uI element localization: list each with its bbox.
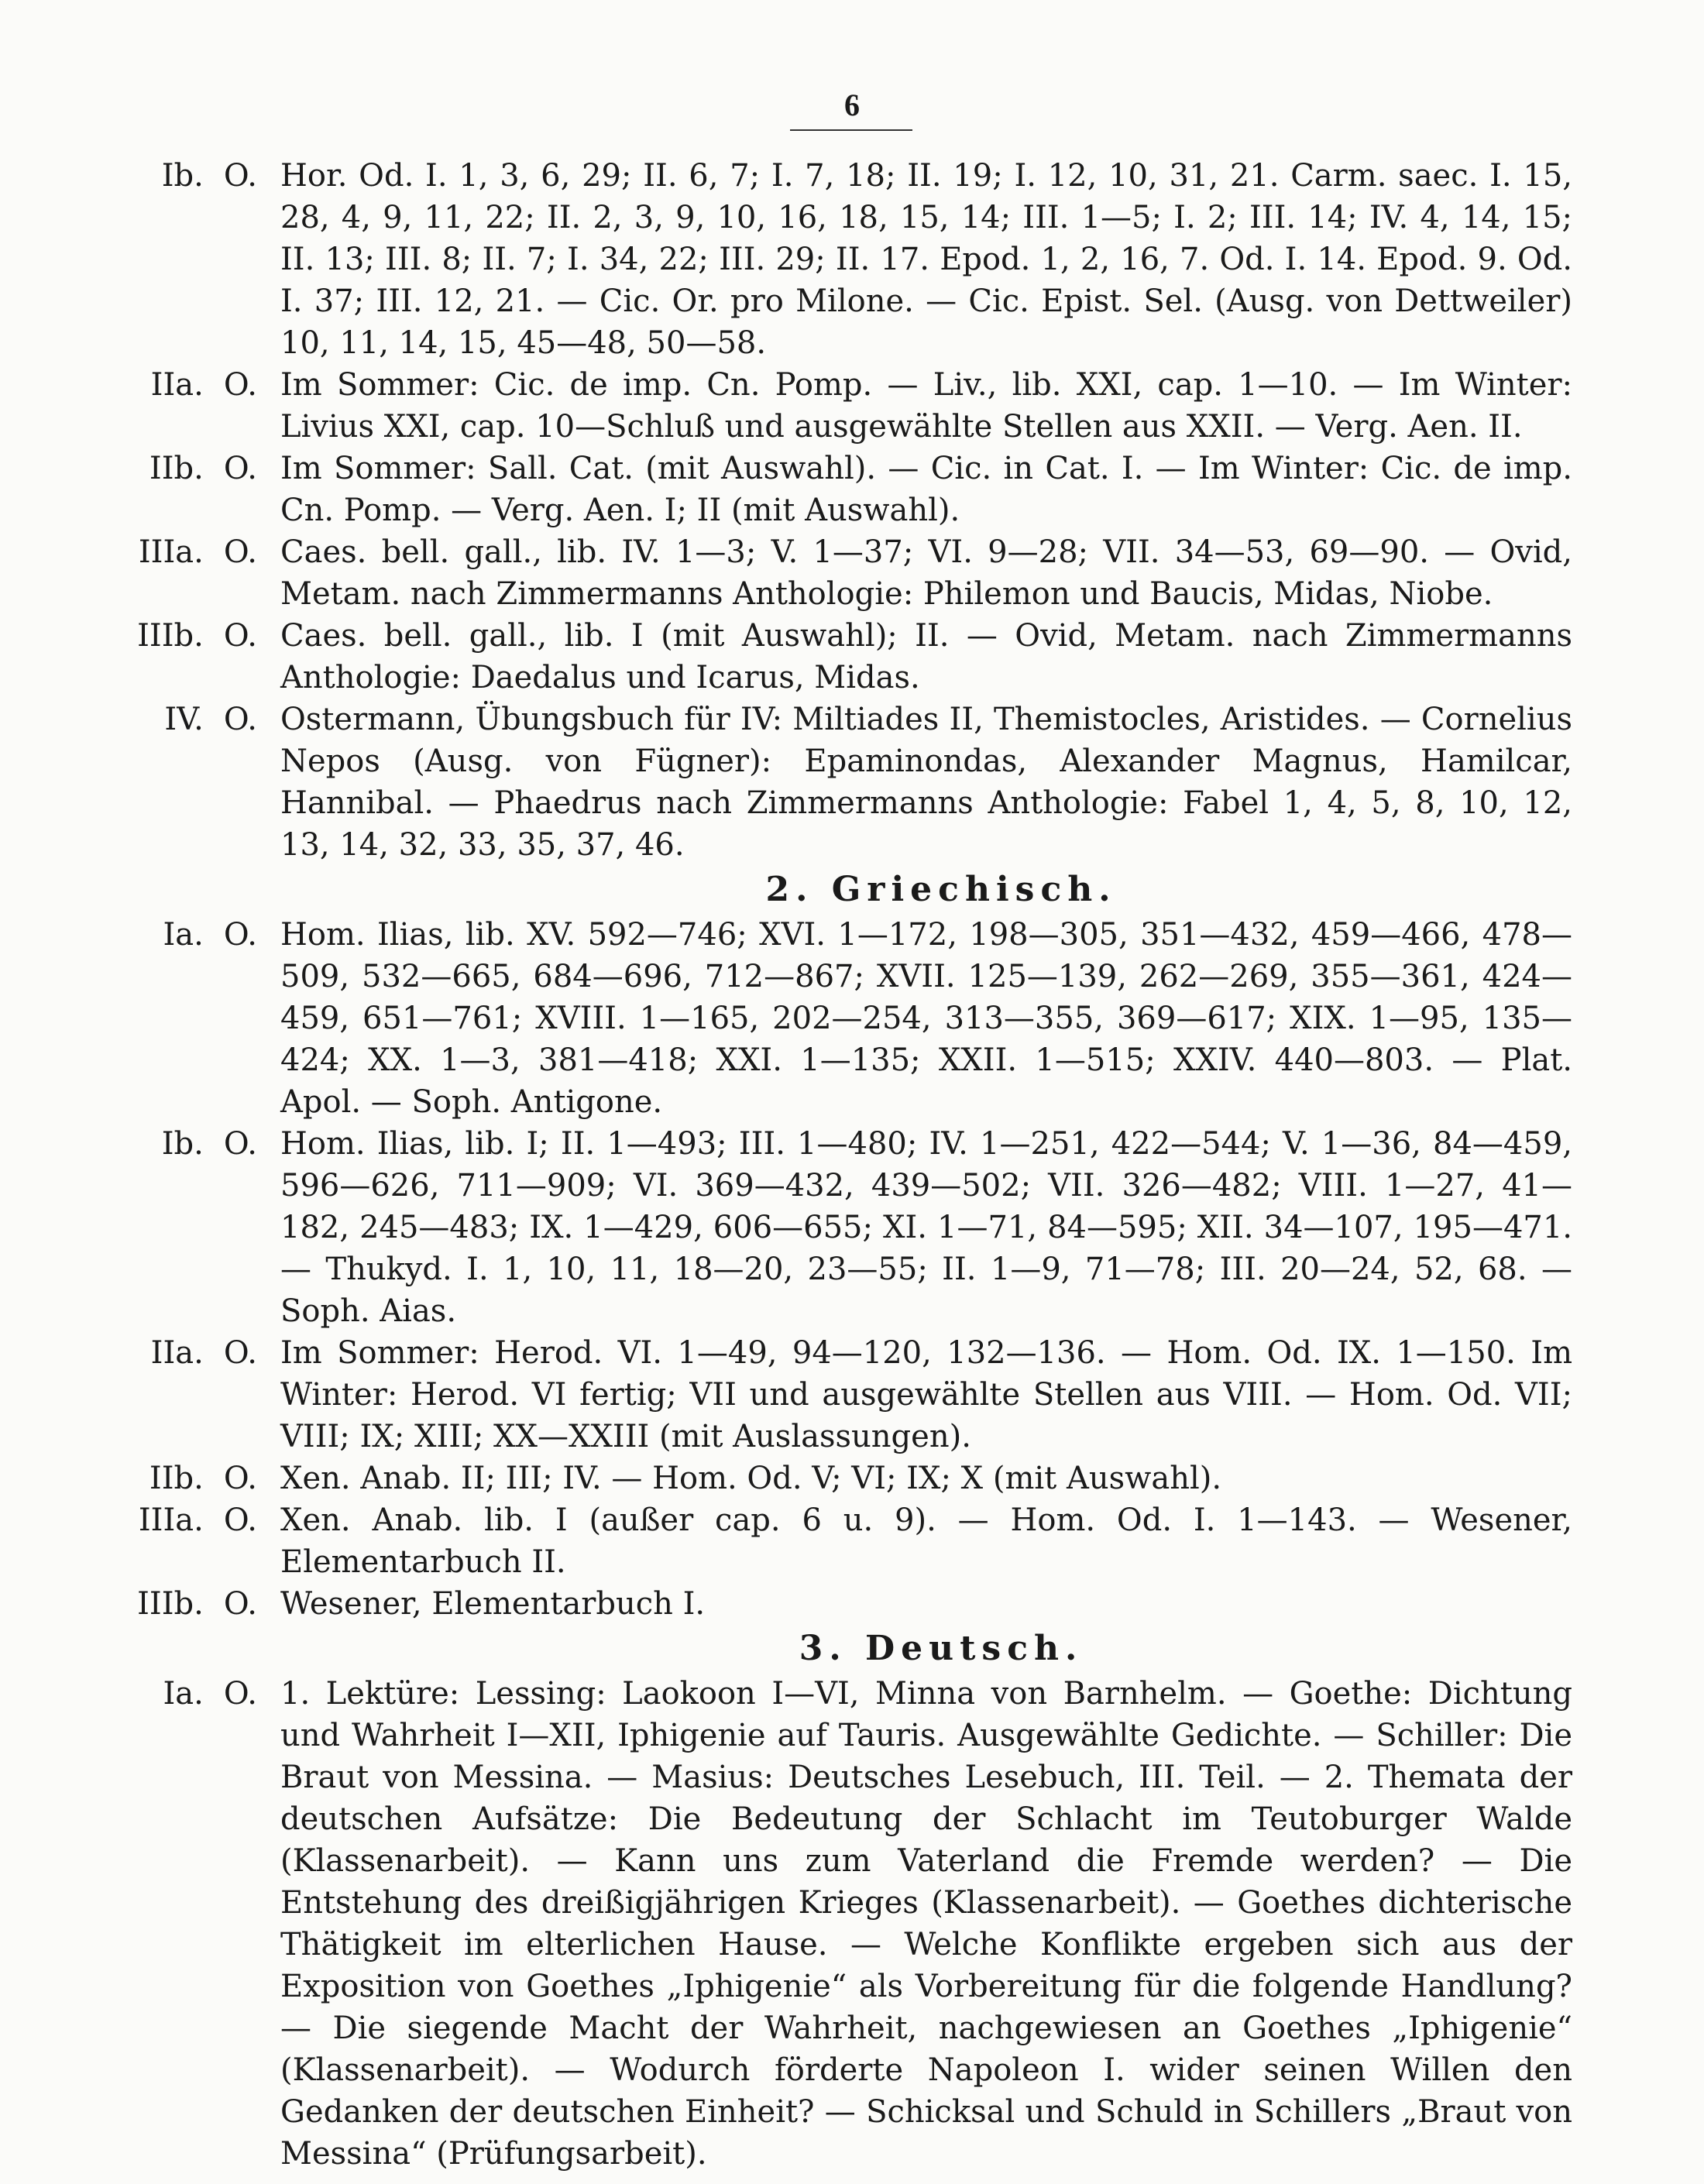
greek-section bbox=[0, 914, 1704, 1625]
curriculum-entry bbox=[0, 615, 1572, 699]
section-heading-greek: 2. Griechisch. bbox=[765, 870, 1117, 909]
german-section bbox=[0, 1673, 1704, 2175]
class-label bbox=[0, 155, 257, 197]
curriculum-entry bbox=[0, 699, 1572, 866]
class-label bbox=[0, 448, 257, 489]
class-label bbox=[0, 1458, 257, 1499]
class-division: O. bbox=[223, 451, 257, 486]
curriculum-entry bbox=[0, 448, 1572, 531]
class-division: O. bbox=[223, 1335, 257, 1371]
curriculum-entry bbox=[0, 531, 1572, 615]
curriculum-entry bbox=[0, 1673, 1572, 2175]
reading-list-text: Hor. Od. I. 1, 3, 6, 29; II. 6, 7; I. 7, 18; II. 19; I. 12, 10, 31, 21. Carm. saec. I. 15, 28, 4, 9, 11, 22; II. 2, 3, 9, 10, 16, 18, 15, 14; III. 1—5; I. 2; III. 14; IV. 4, 14, 15; II. 13; III. 8; II. 7; I. 34, 22; III. 29; II. 17. Epod. 1, 2, 16, 7. Od. I. 14. Epod. 9. Od. I. 37; III. 12, 21. — Cic. Or. pro Milone. — Cic. Epist. Sel. (Ausg. von Dettweiler) 10, 11, 14, 15, 45—48, 50—58. bbox=[280, 158, 1572, 361]
class-division: O. bbox=[223, 618, 257, 654]
page-number-rule bbox=[790, 129, 912, 131]
reading-list-text: Im Sommer: Sall. Cat. (mit Auswahl). — Cic. in Cat. I. — Im Winter: Cic. de imp. Cn. Pomp. — Verg. Aen. I; II (mit Auswahl). bbox=[280, 451, 1572, 528]
reading-list-text: Im Sommer: Cic. de imp. Cn. Pomp. — Liv., lib. XXI, cap. 1—10. — Im Winter: Livius XXI, cap. 10—Schluß und ausgewählte Stellen aus XXII. — Verg. Aen. II. bbox=[280, 367, 1572, 445]
class-label bbox=[0, 914, 257, 956]
class-division: O. bbox=[223, 702, 257, 737]
reading-list-text: Ostermann, Übungsbuch für IV: Miltiades II, Themistocles, Aristides. — Cornelius Nepos (Ausg. von Fügner): Epaminondas, Alexander Magnus, Hamilcar, Hannibal. — Phaedrus nach Zimmermanns Anthologie: Fabel 1, 4, 5, 8, 10, 12, 13, 14, 32, 33, 35, 37, 46. bbox=[280, 702, 1572, 863]
class-name: IIb. bbox=[149, 451, 204, 486]
class-name: Ia. bbox=[163, 1676, 204, 1712]
class-name: IIIa. bbox=[138, 1502, 204, 1538]
reading-list-text: Hom. Ilias, lib. XV. 592—746; XVI. 1—172, 198—305, 351—432, 459—466, 478—509, 532—665, 684—696, 712—867; XVII. 125—139, 262—269, 355—361, 424—459, 651—761; XVIII. 1—165, 202—254, 313—355, 369—617; XIX. 1—95, 135—424; XX. 1—3, 381—418; XXI. 1—135; XXII. 1—515; XXIV. 440—803. — Plat. Apol. — Soph. Antigone. bbox=[280, 917, 1572, 1120]
class-label bbox=[0, 699, 257, 740]
class-division: O. bbox=[223, 1502, 257, 1538]
reading-list-text: Xen. Anab. II; III; IV. — Hom. Od. V; VI; IX; X (mit Auswahl). bbox=[280, 1461, 1222, 1496]
curriculum-entry bbox=[0, 1583, 1572, 1625]
class-division: O. bbox=[223, 534, 257, 570]
reading-list-text: Caes. bell. gall., lib. IV. 1—3; V. 1—37; VI. 9—28; VII. 34—53, 69—90. — Ovid, Metam. nach Zimmermanns Anthologie: Philemon und Baucis, Midas, Niobe. bbox=[280, 534, 1572, 612]
class-name: Ib. bbox=[161, 158, 204, 194]
class-division: O. bbox=[223, 158, 257, 194]
curriculum-entry bbox=[0, 1332, 1572, 1458]
curriculum-entry bbox=[0, 155, 1572, 364]
class-division: O. bbox=[223, 1461, 257, 1496]
curriculum-entry bbox=[0, 914, 1572, 1123]
class-division: O. bbox=[223, 1676, 257, 1712]
reading-list-text: Caes. bell. gall., lib. I (mit Auswahl); II. — Ovid, Metam. nach Zimmermanns Anthologie: Daedalus und Icarus, Midas. bbox=[280, 618, 1572, 695]
class-label bbox=[0, 364, 257, 406]
reading-list-text: 1. Lektüre: Lessing: Laokoon I—VI, Minna von Barnhelm. — Goethe: Dichtung und Wahrheit I—XII, Iphigenie auf Tauris. Ausgewählte Gedichte. — Schiller: Die Braut von Messina. — Masius: Deutsches Lesebuch, III. Teil. — 2. Themata der deutschen Aufsätze: Die Bedeutung der Schlacht im Teutoburger Walde (Klassenarbeit). — Kann uns zum Vaterland die Fremde werden? — Die Entstehung des dreißigjährigen Krieges (Klassenarbeit). — Goethes dichterische Thätigkeit im elterlichen Hause. — Welche Konflikte ergeben sich aus der Exposition von Goethes „Iphigenie“ als Vorbereitung für die folgende Handlung? — Die siegende Macht der Wahrheit, nachgewiesen an Goethes „Iphigenie“ (Klassenarbeit). — Wodurch förderte Napoleon I. wider seinen Willen den Gedanken der deutschen Einheit? — Schicksal und Schuld in Schillers „Braut von Messina“ (Prüfungsarbeit). bbox=[280, 1676, 1572, 2172]
class-label bbox=[0, 531, 257, 573]
reading-list-text: Hom. Ilias, lib. I; II. 1—493; III. 1—480; IV. 1—251, 422—544; V. 1—36, 84—459, 596—626, 711—909; VI. 369—432, 439—502; VII. 326—482; VIII. 1—27, 41—182, 245—483; IX. 1—429, 606—655; XI. 1—71, 84—595; XII. 34—107, 195—471. — Thukyd. I. 1, 10, 11, 18—20, 23—55; II. 1—9, 71—78; III. 20—24, 52, 68. — Soph. Aias. bbox=[280, 1126, 1572, 1329]
class-name: IIIb. bbox=[137, 618, 204, 654]
class-name: Ia. bbox=[163, 917, 204, 953]
latin-section bbox=[0, 155, 1704, 866]
class-name: IIIa. bbox=[138, 534, 204, 570]
reading-list-text: Wesener, Elementarbuch I. bbox=[280, 1586, 706, 1622]
section-heading-german: 3. Deutsch. bbox=[799, 1629, 1084, 1668]
page-number: 6 bbox=[844, 88, 860, 122]
curriculum-entry bbox=[0, 1458, 1572, 1499]
class-name: IV. bbox=[164, 702, 204, 737]
class-label bbox=[0, 1123, 257, 1165]
class-division: O. bbox=[223, 1586, 257, 1622]
class-division: O. bbox=[223, 1126, 257, 1162]
class-label bbox=[0, 615, 257, 657]
reading-list-text: Im Sommer: Herod. VI. 1—49, 94—120, 132—136. — Hom. Od. IX. 1—150. Im Winter: Herod. VI fertig; VII und ausgewählte Stellen aus VIII. — Hom. Od. VII; VIII; IX; XIII; XX—XXIII (mit Auslassungen). bbox=[280, 1335, 1572, 1454]
curriculum-entry bbox=[0, 1123, 1572, 1332]
class-label bbox=[0, 1332, 257, 1374]
class-name: IIa. bbox=[150, 367, 204, 403]
page-content bbox=[0, 155, 1704, 2175]
curriculum-entry bbox=[0, 364, 1572, 448]
class-name: Ib. bbox=[161, 1126, 204, 1162]
class-name: IIIb. bbox=[137, 1586, 204, 1622]
curriculum-entry bbox=[0, 1499, 1572, 1583]
class-division: O. bbox=[223, 917, 257, 953]
class-division: O. bbox=[223, 367, 257, 403]
class-label bbox=[0, 1499, 257, 1541]
class-label bbox=[0, 1673, 257, 1715]
class-label bbox=[0, 1583, 257, 1625]
class-name: IIb. bbox=[149, 1461, 204, 1496]
class-name: IIa. bbox=[150, 1335, 204, 1371]
reading-list-text: Xen. Anab. lib. I (außer cap. 6 u. 9). — Hom. Od. I. 1—143. — Wesener, Elementarbuch II. bbox=[280, 1502, 1572, 1580]
